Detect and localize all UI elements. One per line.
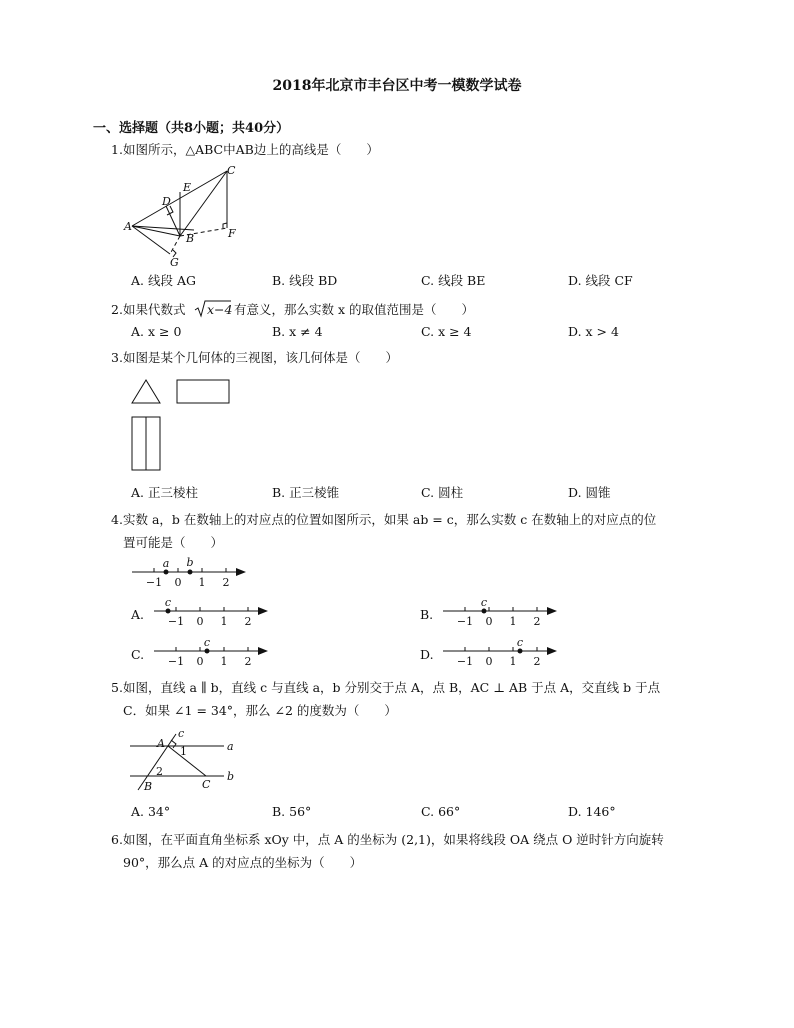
q3-front-view-triangle [131,379,161,405]
q4-tick-label: 2 [533,615,541,628]
question-6-line-1: 如图，在平面直角坐标系 xOy 中，点 A 的坐标为 (2,1)，如果将线段 OA 绕点 O 逆时针方向旋转 [123,832,664,847]
question-5-number: 5. [111,680,123,695]
q3-option-c[interactable]: C. 圆柱 [421,485,464,500]
q3-side-view-rectangle [176,379,231,405]
question-5-figure [128,726,243,794]
q4-point-a-label: a [162,557,170,570]
question-6-line-2: 90°，那么点 A 的对应点的坐标为（ ） [123,855,363,870]
q4-tick-label: 0 [196,655,204,668]
q1-option-b[interactable]: B. 线段 BD [272,273,338,288]
q2-option-a[interactable]: A. x ≥ 0 [131,324,182,339]
question-4-line-2: 置可能是（ ） [123,535,224,550]
question-5-line-2: C．如果 ∠1 = 34°，那么 ∠2 的度数为（ ） [123,703,397,718]
q5-label-c: c [178,727,185,740]
q4-tick-label: 2 [222,576,230,589]
question-2-radicand: x−4 [207,302,233,317]
q4-point-c-label: c [164,596,172,609]
q1-label-d: D [162,195,171,208]
question-6-number: 6. [111,832,123,847]
q2-option-c[interactable]: C. x ≥ 4 [421,324,472,339]
page-title: 2018年北京市丰台区中考一模数学试卷 [272,78,522,94]
q4-tick-label: 0 [196,615,204,628]
q4-option-d-letter[interactable]: D. [420,647,434,662]
q4-option-a-letter[interactable]: A. [131,607,145,622]
q4-tick-label: 1 [198,576,206,589]
q4-tick-label: 1 [509,615,517,628]
question-3-text: 如图是某个几何体的三视图，该几何体是（ ） [123,350,399,365]
q3-option-d[interactable]: D. 圆锥 [568,485,611,500]
q1-label-f: F [228,227,236,240]
q3-top-view-rectangle [131,416,163,472]
q5-label-line-b: b [227,770,235,783]
q4-tick-label: 1 [509,655,517,668]
q1-label-g: G [170,256,179,269]
question-1-figure [120,162,250,270]
q5-label-angle-1: 1 [180,745,187,758]
q4-tick-label: 2 [244,615,252,628]
q4-number-line [130,558,250,592]
q1-option-d[interactable]: D. 线段 CF [568,273,633,288]
q4-tick-label: −1 [456,655,474,668]
q5-option-d[interactable]: D. 146° [568,804,616,819]
question-1-text: 如图所示，△ABC中AB边上的高线是（ ） [123,142,379,157]
q1-option-c[interactable]: C. 线段 BE [421,273,486,288]
q4-option-d-number-line[interactable] [441,637,561,671]
question-2-number: 2. [111,302,123,317]
q5-option-a[interactable]: A. 34° [131,804,171,819]
q4-point-c-label: c [203,636,211,649]
q5-label-c-point: C [202,778,211,791]
q1-label-c: C [227,164,236,177]
q4-point-c-label: c [480,596,488,609]
question-1-number: 1. [111,142,123,157]
q4-tick-label: −1 [456,615,474,628]
q4-tick-label: 1 [220,615,228,628]
q4-tick-label: −1 [145,576,163,589]
q4-tick-label: 2 [244,655,252,668]
q4-tick-label: −1 [167,615,185,628]
q4-option-b-letter[interactable]: B. [420,607,434,622]
q2-option-d[interactable]: D. x > 4 [568,324,619,339]
question-4-number: 4. [111,512,123,527]
q1-label-b: B [186,232,195,245]
question-4-line-1: 实数 a，b 在数轴上的对应点的位置如图所示，如果 ab = c，那么实数 c 在数轴上的对应点的位 [123,512,657,527]
q4-tick-label: 0 [485,655,493,668]
q4-option-c-number-line[interactable] [152,637,272,671]
q4-option-c-letter[interactable]: C. [131,647,145,662]
q4-option-a-number-line[interactable] [152,597,272,631]
q2-option-b[interactable]: B. x ≠ 4 [272,324,323,339]
q4-option-b-number-line[interactable] [441,597,561,631]
q4-point-b-label: b [186,556,194,569]
q5-label-angle-2: 2 [156,765,163,778]
question-2-text-after: 有意义，那么实数 x 的取值范围是（ ） [234,302,474,317]
q3-option-b[interactable]: B. 正三棱锥 [272,485,340,500]
q5-label-b-point: B [144,780,153,793]
q4-tick-label: 0 [174,576,182,589]
q1-label-a: A [124,220,132,233]
section-heading: 一、选择题（共8小题；共40分） [93,121,290,136]
q4-tick-label: 1 [220,655,228,668]
question-2-text-before: 如果代数式 [123,302,186,317]
q5-option-c[interactable]: C. 66° [421,804,461,819]
q5-label-line-a: a [227,740,234,753]
q5-option-b[interactable]: B. 56° [272,804,312,819]
question-3-number: 3. [111,350,123,365]
q4-tick-label: 2 [533,655,541,668]
q4-tick-label: 0 [485,615,493,628]
q5-label-a-point: A [157,737,165,750]
question-5-line-1: 如图，直线 a ∥ b，直线 c 与直线 a，b 分别交于点 A，点 B，AC ⊥ AB 于点 A，交直线 b 于点 [123,680,661,695]
q1-label-e: E [183,181,192,194]
q4-tick-label: −1 [167,655,185,668]
q4-point-c-label: c [516,636,524,649]
q3-option-a[interactable]: A. 正三棱柱 [131,485,198,500]
q1-option-a[interactable]: A. 线段 AG [131,273,196,288]
